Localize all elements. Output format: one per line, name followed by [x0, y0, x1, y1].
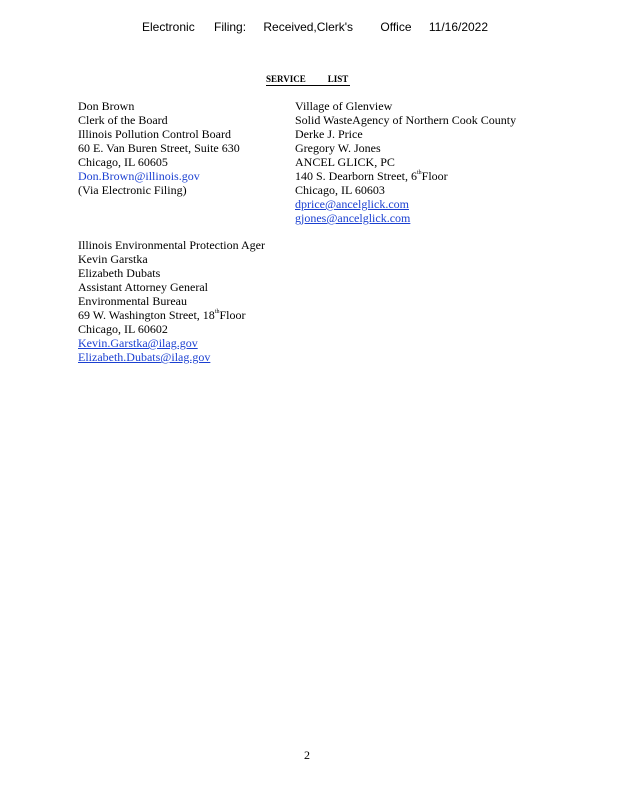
- recipient-name: Village of Glenview: [295, 99, 393, 113]
- bureau-name: Environmental Bureau: [78, 294, 187, 308]
- recipient-organization: Illinois Environmental Protection Ager: [78, 238, 265, 252]
- recipient-street: 69 W. Washington Street, 18thFloor: [78, 308, 246, 322]
- attorney-name: Elizabeth Dubats: [78, 266, 161, 280]
- title-word-service: SERVICE: [266, 74, 306, 84]
- recipient-block-clerk: [78, 99, 240, 197]
- attorney-name: Gregory W. Jones: [295, 141, 381, 155]
- recipient-street: 60 E. Van Buren Street, Suite 630: [78, 141, 240, 155]
- header-received: Received,Clerk's: [263, 20, 354, 34]
- email-link[interactable]: Kevin.Garstka@ilag.gov: [78, 336, 198, 350]
- recipient-block-iepa: [78, 238, 265, 364]
- service-list-title: [266, 74, 350, 86]
- filing-header: [142, 20, 488, 34]
- recipient-organization: Illinois Pollution Control Board: [78, 127, 232, 141]
- recipient-street: 140 S. Dearborn Street, 6thFloor: [295, 169, 448, 183]
- attorney-name: Derke J. Price: [295, 127, 363, 141]
- recipient-name: Don Brown: [78, 99, 135, 113]
- header-office: Office: [380, 20, 412, 34]
- email-link[interactable]: Don.Brown@illinois.gov: [78, 169, 200, 183]
- attorney-title: Assistant Attorney General: [78, 280, 208, 294]
- attorney-name: Kevin Garstka: [78, 252, 148, 266]
- law-firm: ANCEL GLICK, PC: [295, 155, 395, 169]
- recipient-organization: Solid WasteAgency of Northern Cook County: [295, 113, 517, 127]
- recipient-city: Chicago, IL 60602: [78, 322, 168, 336]
- email-link[interactable]: dprice@ancelglick.com: [295, 197, 409, 211]
- page-number: 2: [304, 748, 310, 762]
- recipient-city: Chicago, IL 60603: [295, 183, 385, 197]
- delivery-method: (Via Electronic Filing): [78, 183, 187, 197]
- header-filing: Filing:: [214, 20, 247, 34]
- recipient-block-glenview: [295, 99, 516, 225]
- title-word-list: LIST: [327, 74, 349, 84]
- ordinal-suffix: th: [416, 170, 422, 176]
- email-link[interactable]: Elizabeth.Dubats@ilag.gov: [78, 350, 211, 364]
- ordinal-suffix: th: [214, 309, 220, 315]
- header-date: 11/16/2022: [428, 20, 489, 34]
- header-electronic: Electronic: [142, 20, 195, 34]
- recipient-title: Clerk of the Board: [78, 113, 168, 127]
- email-link[interactable]: gjones@ancelglick.com: [295, 211, 411, 225]
- recipient-city: Chicago, IL 60605: [78, 155, 168, 169]
